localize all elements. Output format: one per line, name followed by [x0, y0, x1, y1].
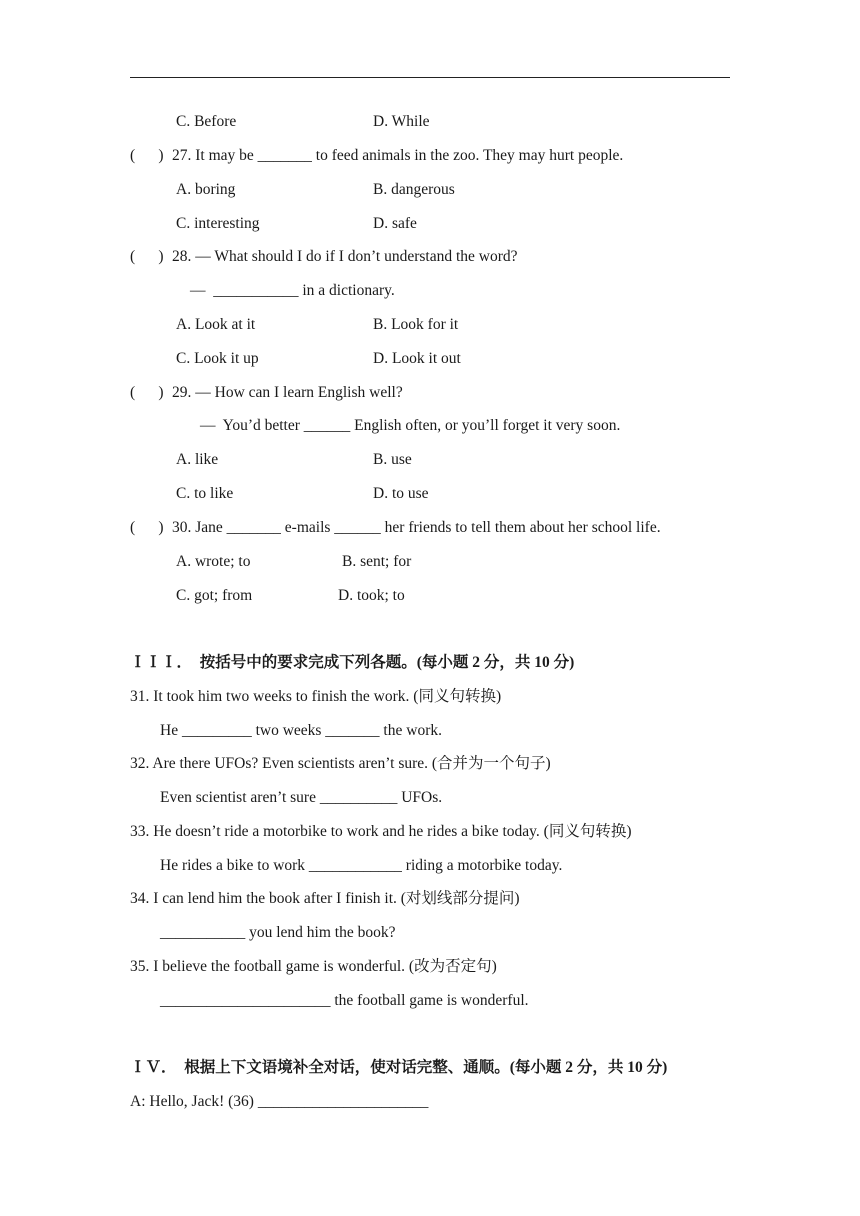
q28-option-c: C. Look it up: [176, 350, 259, 367]
q35-stem: 35. I believe the football game is wonderful. (改为否定句): [130, 958, 497, 975]
q30-option-a: A. wrote; to: [176, 553, 251, 570]
q29-option-b: B. use: [373, 451, 412, 468]
q30-answer-paren: ( ): [130, 519, 164, 536]
q29-option-c: C. to like: [176, 485, 234, 502]
q28-option-a: A. Look at it: [176, 316, 256, 333]
q28-answer-paren: ( ): [130, 248, 164, 265]
q29-reply: — You’d better ______ English often, or you’ll forget it very soon.: [200, 417, 621, 434]
q27-option-c: C. interesting: [176, 215, 260, 232]
q30-stem: 30. Jane _______ e-mails ______ her friends to tell them about her school life.: [172, 519, 661, 536]
q33-answer-line: He rides a bike to work ____________ riding a motorbike today.: [160, 857, 563, 874]
q27-stem: 27. It may be _______ to feed animals in the zoo. They may hurt people.: [172, 147, 624, 164]
q34-stem: 34. I can lend him the book after I finish it. (对划线部分提问): [130, 890, 520, 907]
q26-option-c: C. Before: [176, 113, 237, 130]
q29-stem: 29. — How can I learn English well?: [172, 384, 403, 401]
section-4-heading: ＩＶ． 根据上下文语境补全对话，使对话完整、通顺。(每小题 2 分，共 10 分): [130, 1059, 668, 1076]
q31-answer-line: He _________ two weeks _______ the work.: [160, 722, 442, 739]
q30-option-c: C. got; from: [176, 587, 253, 604]
q31-stem: 31. It took him two weeks to finish the work. (同义句转换): [130, 688, 502, 705]
q28-stem: 28. — What should I do if I don’t understand the word?: [172, 248, 518, 265]
q27-option-b: B. dangerous: [373, 181, 455, 198]
q28-option-b: B. Look for it: [373, 316, 459, 333]
q29-answer-paren: ( ): [130, 384, 164, 401]
q28-option-d: D. Look it out: [373, 350, 461, 367]
header-rule: [130, 77, 730, 78]
q29-option-d: D. to use: [373, 485, 429, 502]
q30-option-d: D. took; to: [338, 587, 405, 604]
q32-answer-line: Even scientist aren’t sure __________ UFOs.: [160, 789, 443, 806]
q28-reply: — ___________ in a dictionary.: [190, 282, 395, 299]
dialog-line-36: A: Hello, Jack! (36) ______________________: [130, 1093, 429, 1110]
q33-stem: 33. He doesn’t ride a motorbike to work and he rides a bike today. (同义句转换): [130, 823, 632, 840]
q29-option-a: A. like: [176, 451, 219, 468]
q30-option-b: B. sent; for: [342, 553, 412, 570]
q32-stem: 32. Are there UFOs? Even scientists aren’t sure. (合并为一个句子): [130, 755, 551, 772]
section-3-heading: ＩＩＩ． 按括号中的要求完成下列各题。(每小题 2 分，共 10 分): [130, 654, 575, 671]
q27-option-d: D. safe: [373, 215, 417, 232]
q26-option-d: D. While: [373, 113, 430, 130]
q27-answer-paren: ( ): [130, 147, 164, 164]
q34-answer-line: ___________ you lend him the book?: [160, 924, 396, 941]
q27-option-a: A. boring: [176, 181, 236, 198]
q35-answer-line: ______________________ the football game is wonderful.: [160, 992, 529, 1009]
